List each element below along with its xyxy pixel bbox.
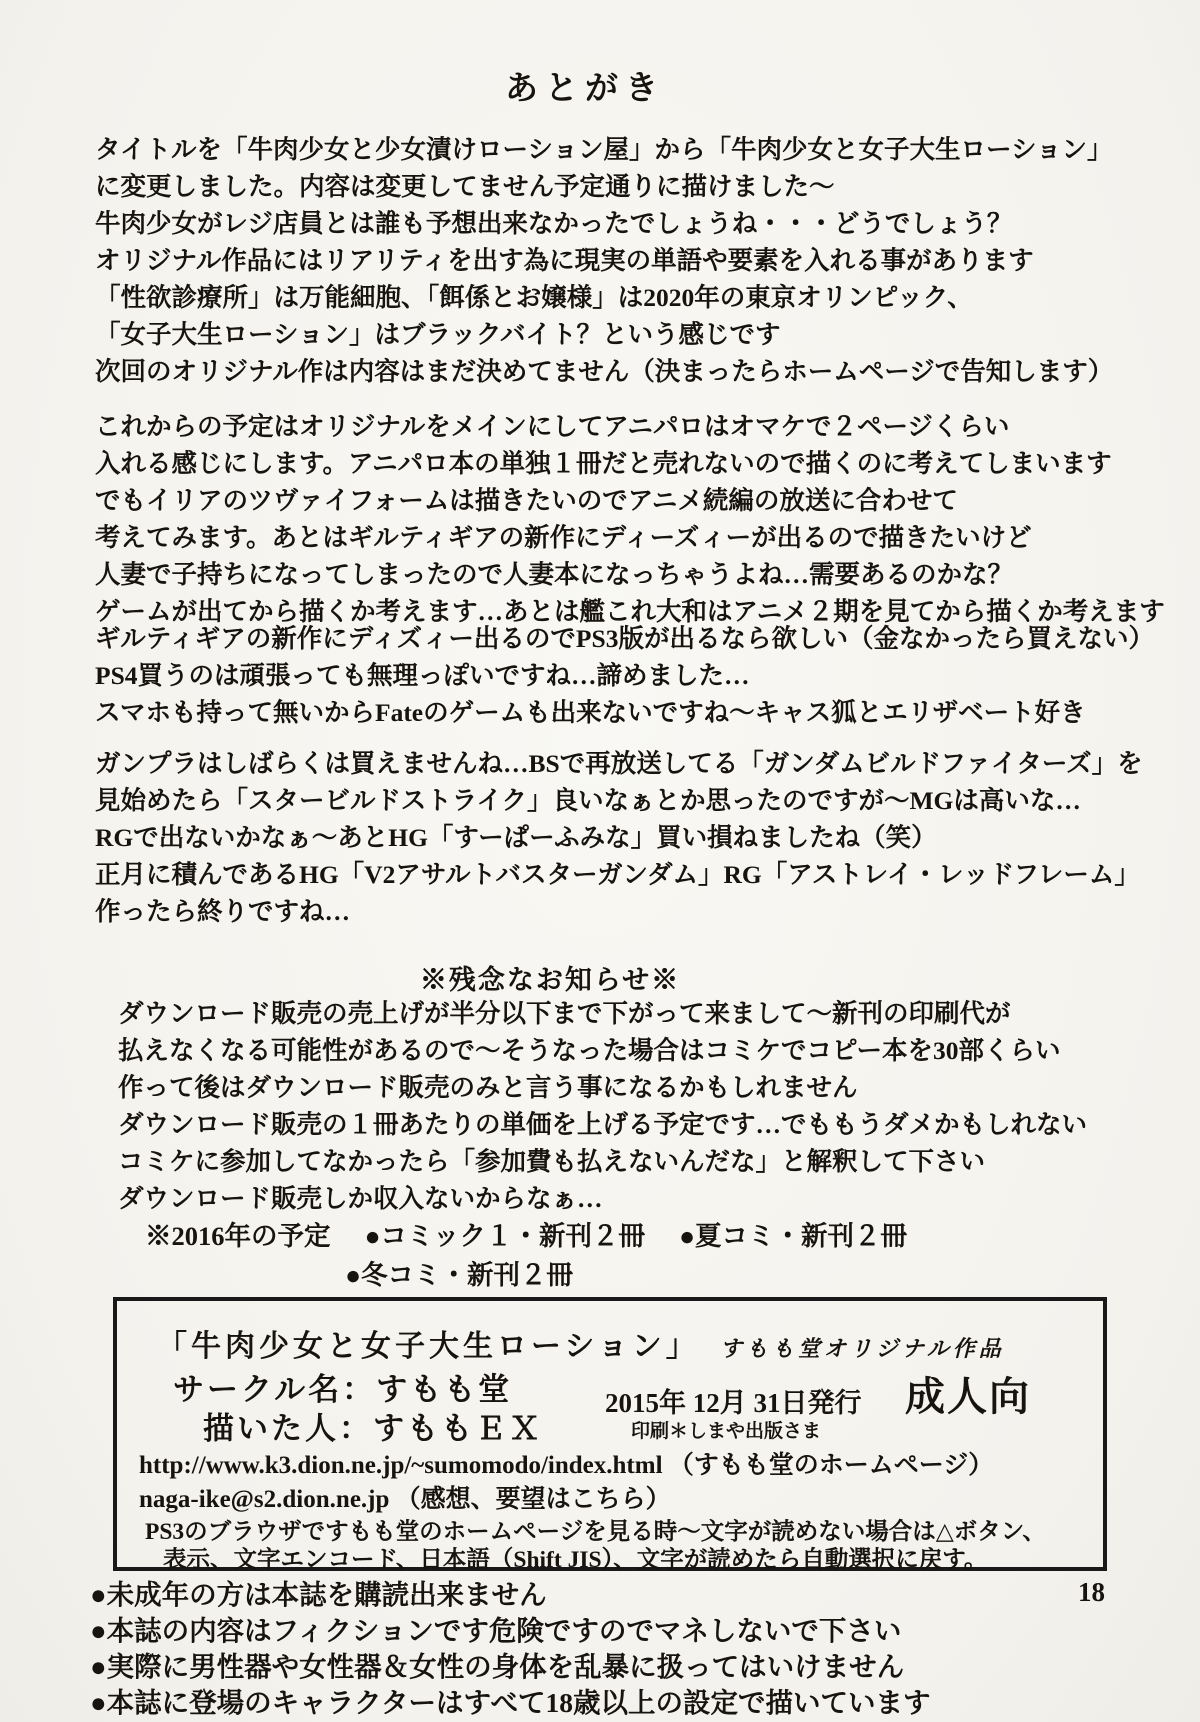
text-line: 「性欲診療所」は万能細胞、「餌係とお嬢様」は2020年の東京オリンピック、 [95, 283, 973, 312]
text-line: 考えてみます。あとはギルティギアの新作にディーズィーが出るので描きたいけど [95, 523, 1032, 552]
circle-name: サークル名：すもも堂 [173, 1372, 513, 1407]
text-line: コミケに参加してなかったら「参加費も払えないんだな」と解釈して下さい [118, 1147, 986, 1176]
text-line: 払えなくなる可能性があるので～そうなった場合はコミケでコピー本を30部くらい [118, 1036, 1061, 1065]
page-number: 18 [1078, 1577, 1105, 1607]
paragraph-title-change [95, 131, 1113, 390]
text-line: 作ったら終りですね… [95, 897, 351, 926]
printer-credit: 印刷＊しまや出版さま [631, 1421, 822, 1442]
notice-section [118, 995, 1087, 1217]
warning-item: ●本誌に登場のキャラクターはすべて18歳以上の設定で描いています [90, 1687, 931, 1718]
plans-2016-row1 [145, 1214, 907, 1253]
paragraph-gunpla [95, 745, 1143, 930]
text-line: 作って後はダウンロード販売のみと言う事になるかもしれません [118, 1073, 858, 1102]
text-line: 正月に積んであるHG「V2アサルトバスターガンダム」RG「アストレイ・レッドフレーム」 [95, 860, 1140, 889]
text-line: ダウンロード販売の１冊あたりの単価を上げる予定です…でももうダメかもしれない [118, 1110, 1088, 1139]
plan-item: ●夏コミ・新刊２冊 [678, 1221, 907, 1251]
text-line: PS4買うのは頑張っても無理っぽいですね…諦めました… [95, 661, 750, 690]
publish-date: 2015年 12月 31日発行 [605, 1388, 862, 1418]
original-work-label: すもも堂オリジナル作品 [719, 1336, 1005, 1361]
ps3-browser-note-line: 表示、文字エンコード、日本語（Shift JIS）、文字が読めたら自動選択に戻す。 [163, 1547, 988, 1573]
plans-label: ※2016年の予定 [145, 1221, 331, 1251]
warning-item: ●実際に男性器や女性器＆女性の身体を乱暴に扱ってはいけません [90, 1651, 905, 1682]
homepage-url: http://www.k3.dion.ne.jp/~sumomodo/index.html （すもも堂のホームページ） [139, 1452, 994, 1479]
text-line: これからの予定はオリジナルをメインにしてアニパロはオマケで２ページくらい [95, 412, 1010, 441]
artist-name: 描いた人：すももＥＸ [203, 1411, 543, 1446]
warning-item: ●本誌の内容はフィクションです危険ですのでマネしないで下さい [90, 1615, 902, 1646]
book-title: 「牛肉少女と女子大生ローション」 [157, 1330, 700, 1363]
text-line: ダウンロード販売の売上げが半分以下まで下がって来まして～新刊の印刷代が [118, 999, 1011, 1028]
text-line: オリジナル作品にはリアリティを出す為に現実の単語や要素を入れる事があります [95, 246, 1034, 275]
text-line: 見始めたら「スタービルドストライク」良いなぁとか思ったのですが～MGは高いな… [95, 786, 1081, 815]
colophon-box [113, 1297, 1107, 1571]
text-line: 次回のオリジナル作は内容はまだ決めてません（決まったらホームページで告知します） [95, 357, 1114, 386]
warning-item: ●未成年の方は本誌を購読出来ません [90, 1579, 547, 1610]
text-line: ギルティギアの新作にディズィー出るのでPS3版が出るなら欲しい（金なかったら買えない） [95, 624, 1154, 653]
text-line: 入れる感じにします。アニパロ本の単独１冊だと売れないので描くのに考えてしまいます [95, 449, 1112, 478]
text-line: 「女子大生ローション」はブラックバイト？という感じです [95, 320, 781, 349]
text-line: 人妻で子持ちになってしまったので人妻本になっちゃうよね…需要あるのかな？ [95, 560, 1014, 589]
text-line: スマホも持って無いからFateのゲームも出来ないですね～キャス狐とエリザベート好き [95, 698, 1086, 727]
adult-rating-badge: 成人向 [905, 1374, 1031, 1419]
paragraph-future-plans [95, 408, 1165, 630]
text-line: ゲームが出てから描くか考えます…あとは艦これ大和はアニメ２期を見てから描くか考えます [95, 597, 1165, 626]
text-line: RGで出ないかなぁ～あとHG「すーぱーふみな」買い損ねましたね（笑） [95, 823, 937, 852]
text-line: ガンプラはしばらくは買えませんね…BSで再放送してる「ガンダムビルドファイターズ」を [95, 749, 1143, 778]
notice-heading: ※残念なお知らせ※ [419, 965, 681, 995]
plan-item: ●冬コミ・新刊２冊 [345, 1260, 574, 1290]
colophon-title-row [157, 1321, 1005, 1365]
ps3-browser-note-line: PS3のブラウザですもも堂のホームページを見る時～文字が読めない場合は△ボタン、 [145, 1519, 1046, 1545]
paragraph-games [95, 620, 1154, 731]
text-line: ダウンロード販売しか収入ないからなぁ… [118, 1184, 603, 1213]
plan-item: ●コミック１・新刊２冊 [364, 1221, 645, 1251]
warnings-section [90, 1577, 931, 1721]
text-line: タイトルを「牛肉少女と少女漬けローション屋」から「牛肉少女と女子大生ローション」 [95, 135, 1113, 164]
text-line: 牛肉少女がレジ店員とは誰も予想出来なかったでしょうね・・・どうでしょう？ [95, 209, 1013, 238]
plans-2016-row2 [345, 1253, 573, 1292]
text-line: に変更しました。内容は変更してません予定通りに描けました～ [95, 172, 835, 201]
page-title: あとがき [505, 71, 665, 107]
text-line: でもイリアのツヴァイフォームは描きたいのでアニメ続編の放送に合わせて [95, 486, 958, 515]
contact-email: naga-ike@s2.dion.ne.jp （感想、要望はこちら） [139, 1486, 671, 1513]
